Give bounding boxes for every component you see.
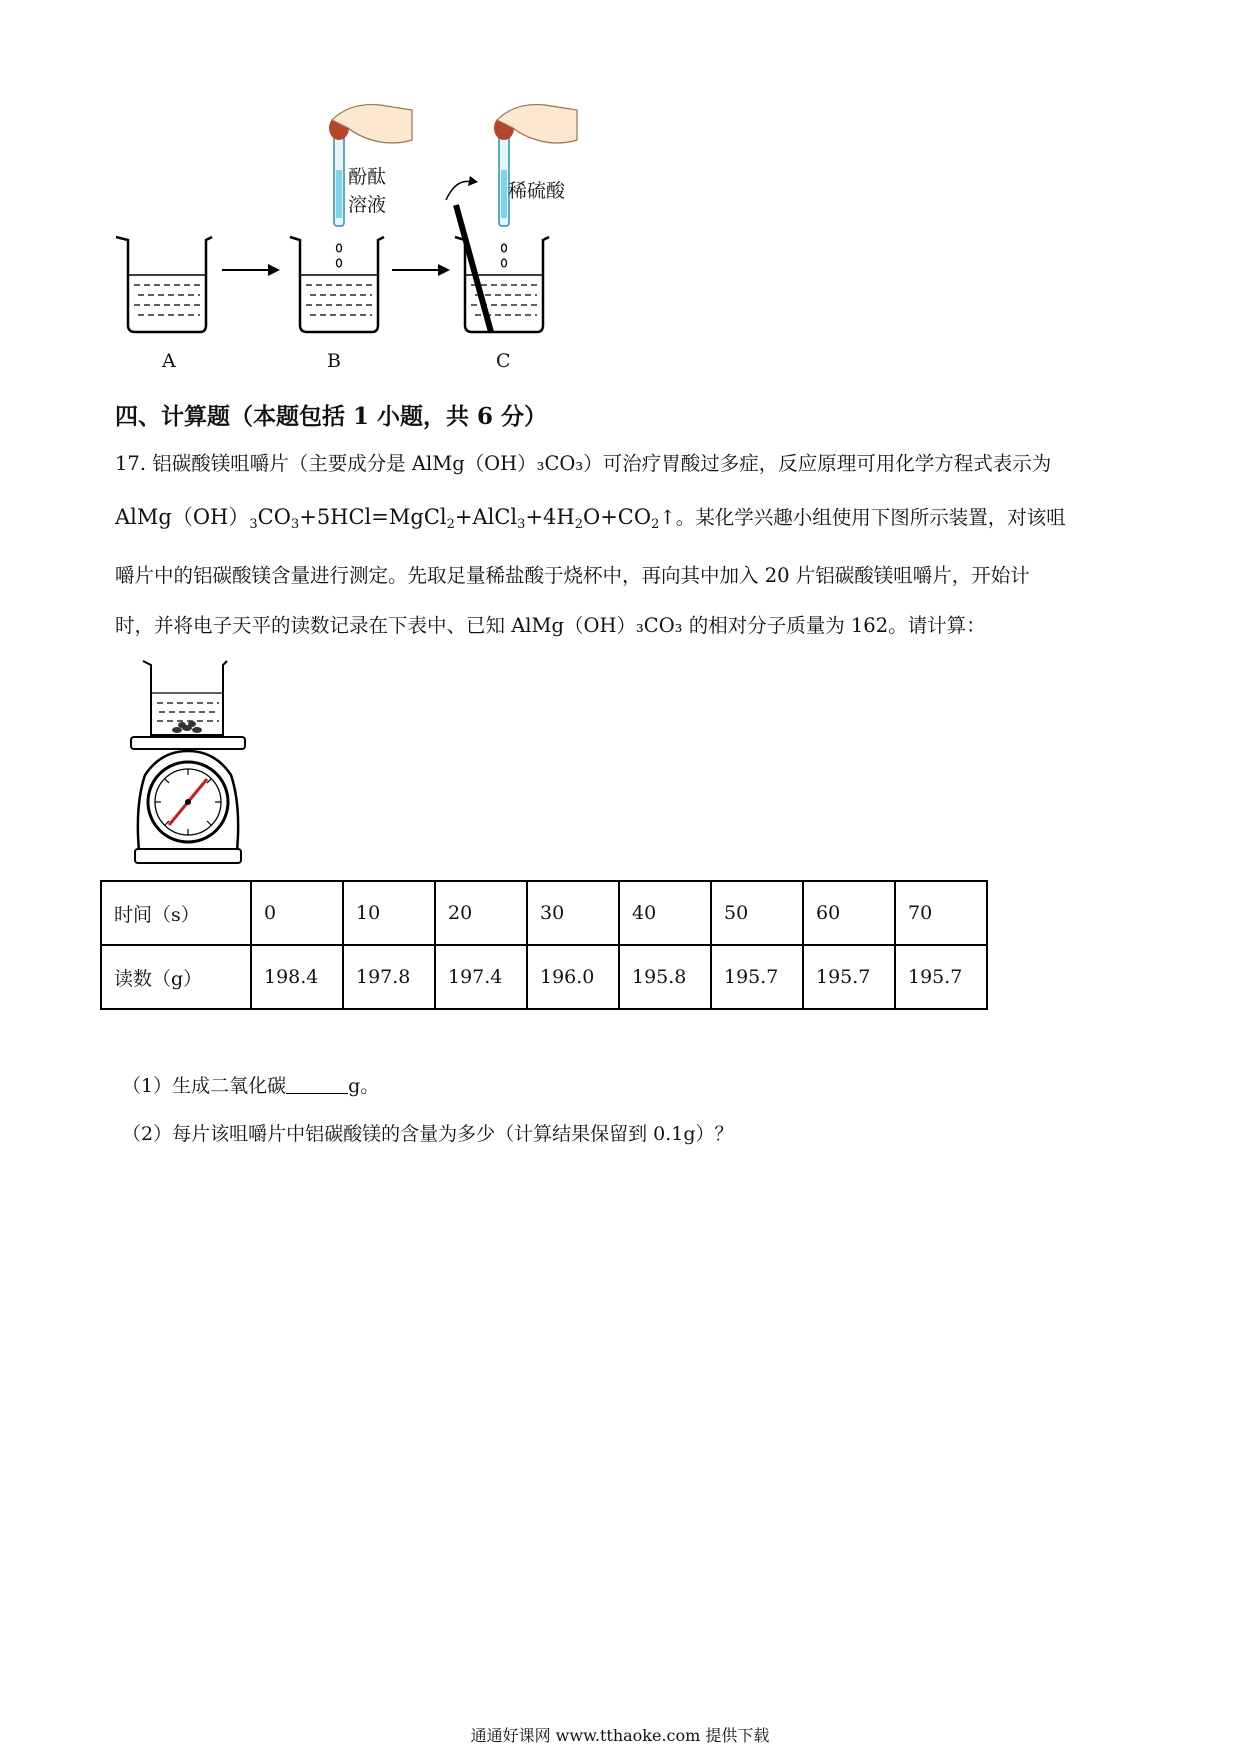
reading-cell: 197.8	[343, 945, 435, 1009]
time-cell: 40	[619, 881, 711, 945]
readings-table	[100, 880, 988, 1010]
beaker-label-c: C	[496, 350, 511, 372]
eq-part: +5HCl=MgCl	[299, 505, 447, 529]
time-cell: 30	[527, 881, 619, 945]
reading-cell: 195.8	[619, 945, 711, 1009]
chemical-equation: $AlMg(OH)_3CO_3+5HCl=MgCl_2+AlCl_3+4H_2O+CO_2↑$。某化学兴趣小组使用下图所示装置，对该咀	[115, 505, 1066, 532]
reading-header: 读数（g）	[101, 945, 251, 1009]
reagent-b-label-1: 酚酞	[348, 166, 387, 188]
table-row	[101, 881, 987, 945]
reading-cell: 195.7	[803, 945, 895, 1009]
reading-cell: 195.7	[895, 945, 987, 1009]
time-cell: 50	[711, 881, 803, 945]
beaker-label-b: B	[327, 350, 341, 372]
reading-cell: 197.4	[435, 945, 527, 1009]
problem-line-4: 时，并将电子天平的读数记录在下表中、已知 AlMg（OH）₃CO₃ 的相对分子质量为 162。请计算：	[115, 614, 986, 637]
beaker-c	[446, 105, 577, 332]
beaker-a	[116, 237, 212, 332]
eq-part: +4H	[525, 505, 575, 529]
arrow-b-to-c	[392, 264, 450, 276]
eq-part: CO	[257, 505, 291, 529]
question-1-unit: g。	[348, 1075, 380, 1097]
time-cell: 0	[251, 881, 343, 945]
time-cell: 70	[895, 881, 987, 945]
eq-tail: ↑。某化学兴趣小组使用下图所示装置，对该咀	[659, 506, 1066, 529]
answer-blank[interactable]	[286, 1075, 348, 1094]
time-cell: 20	[435, 881, 527, 945]
reagent-b-label-2: 溶液	[348, 194, 387, 216]
table-row	[101, 945, 987, 1009]
problem-line-1: 17. 铝碳酸镁咀嚼片（主要成分是 AlMg（OH）₃CO₃）可治疗胃酸过多症，反应原理可用化学方程式表示为	[115, 452, 1052, 475]
reading-cell: 196.0	[527, 945, 619, 1009]
balance-figure	[125, 655, 255, 870]
eq-part: +AlCl	[454, 505, 518, 529]
beaker-b	[290, 105, 412, 332]
eq-part: O+CO	[583, 505, 652, 529]
eq-part: AlMg（OH）	[115, 505, 250, 529]
page-footer: 通通好课网 www.tthaoke.com 提供下载	[470, 1726, 770, 1745]
question-1-text: （1）生成二氧化碳	[122, 1075, 287, 1097]
arrow-a-to-b	[222, 264, 280, 276]
reagent-c-label: 稀硫酸	[508, 180, 566, 202]
section-title: 四、计算题（本题包括 1 小题，共 6 分）	[115, 403, 548, 430]
problem-line-3: 嚼片中的铝碳酸镁含量进行测定。先取足量稀盐酸于烧杯中，再向其中加入 20 片铝碳酸镁咀嚼片，开始计	[115, 564, 1030, 587]
time-header: 时间（s）	[101, 881, 251, 945]
question-2: （2）每片该咀嚼片中铝碳酸镁的含量为多少（计算结果保留到 0.1g）？	[122, 1123, 734, 1145]
question-1	[122, 1071, 379, 1098]
reading-cell: 198.4	[251, 945, 343, 1009]
reading-cell: 195.7	[711, 945, 803, 1009]
beaker-label-a: A	[162, 350, 176, 372]
time-cell: 60	[803, 881, 895, 945]
experiment-figure	[100, 100, 600, 380]
time-cell: 10	[343, 881, 435, 945]
